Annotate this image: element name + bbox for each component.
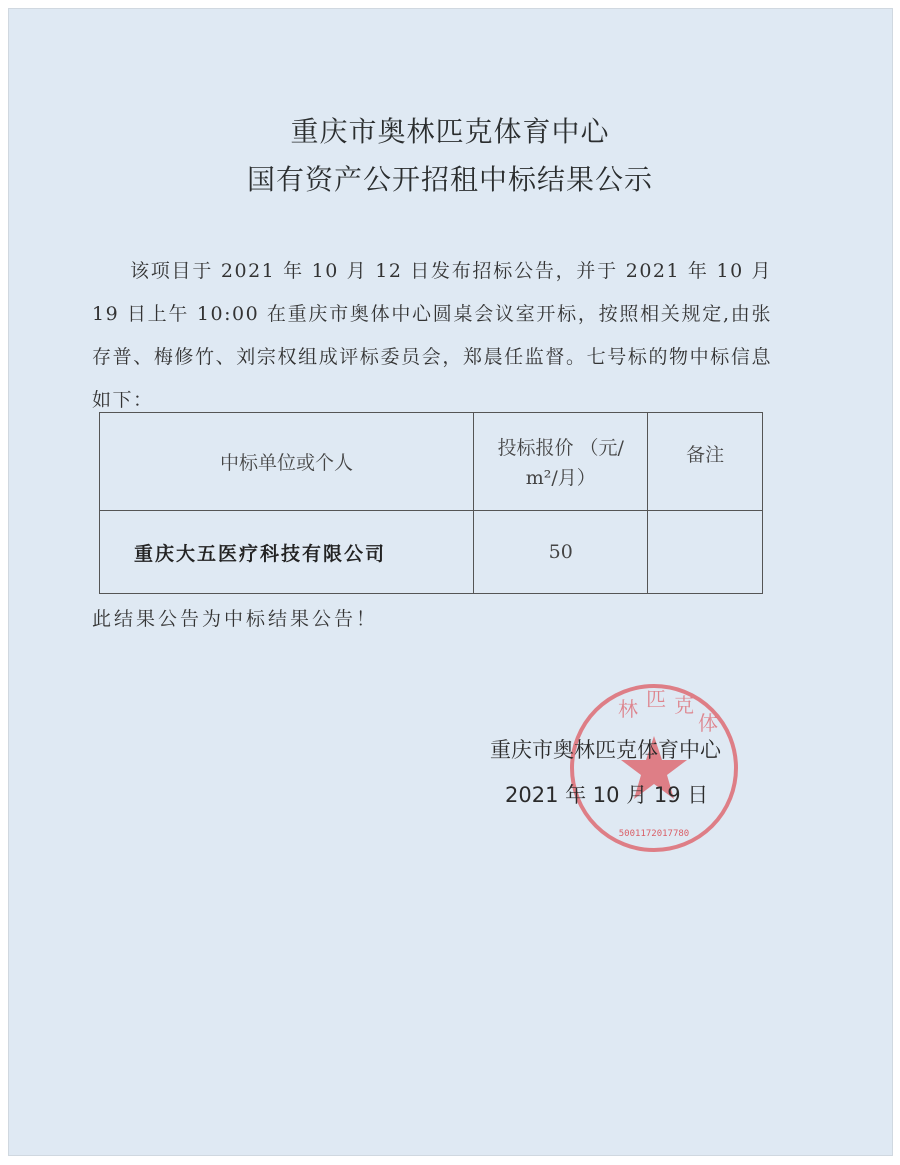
- body-paragraph: 该项目于 2021 年 10 月 12 日发布招标公告，并于 2021 年 10 月 19 日上午 10:00 在重庆市奥体中心圆桌会议室开标，按照相关规定,由张存普、梅修竹、刘宗权组成评标委员会，郑晨任监督。七号标的物中标信息如下：: [92, 260, 772, 411]
- svg-text:5001172017780: 5001172017780: [618, 829, 690, 839]
- header-price-line1: 投标报价 （元/: [497, 437, 624, 459]
- svg-text:匹: 匹: [646, 687, 666, 711]
- table-header-row: [100, 413, 763, 511]
- header-remark-label: 备注: [686, 444, 725, 466]
- signature-date: 2021 年 10 月 19 日: [505, 783, 709, 807]
- document-title-line1: 重庆市奥林匹克体育中心: [290, 115, 610, 148]
- result-table: [99, 412, 763, 594]
- header-price: [474, 413, 648, 511]
- document-title-line2: 国有资产公开招租中标结果公示: [246, 163, 653, 196]
- header-price-line2: m²/月）: [525, 467, 596, 489]
- signature-organization: 重庆市奥林匹克体育中心: [490, 738, 721, 762]
- svg-text:克: 克: [674, 693, 694, 717]
- svg-text:体: 体: [698, 711, 718, 735]
- table-row: [100, 511, 763, 594]
- header-winner: 中标单位或个人: [100, 413, 474, 511]
- price-cell: 50: [474, 511, 648, 594]
- result-note: 此结果公告为中标结果公告！: [92, 608, 379, 630]
- remark-cell: [648, 511, 763, 594]
- svg-text:林: 林: [618, 697, 638, 721]
- official-seal-icon: [558, 676, 750, 856]
- header-remark: [648, 413, 763, 511]
- winner-cell: 重庆大五医疗科技有限公司: [100, 511, 474, 594]
